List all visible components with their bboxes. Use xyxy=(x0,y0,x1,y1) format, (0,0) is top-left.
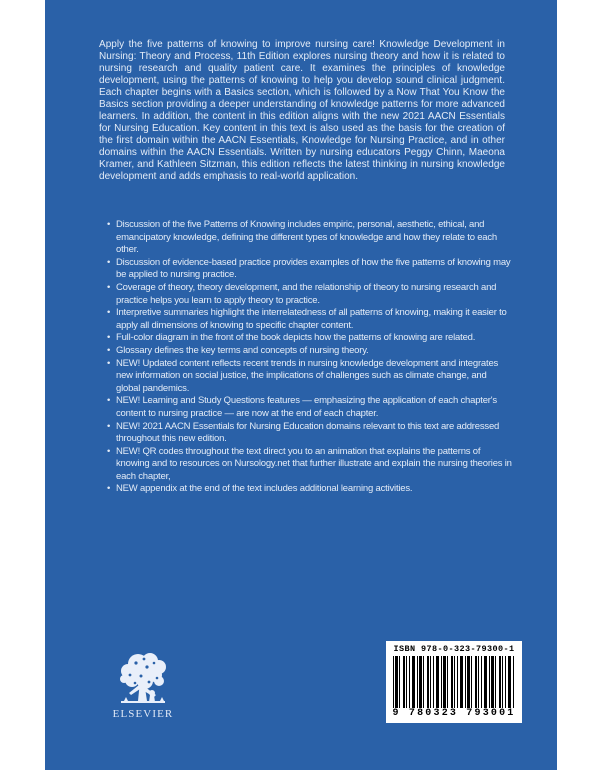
isbn-label: ISBN 978-0-323-79300-1 xyxy=(393,644,515,654)
feature-item: • Interpretive summaries highlight the interrelatedness of all patterns of knowing, making it easier to apply all dimensions of knowing to specific chapter content. xyxy=(107,307,513,332)
barcode-digits: 9 780323 793001 xyxy=(392,708,516,719)
feature-item: • Glossary defines the key terms and concepts of nursing theory. xyxy=(107,345,513,358)
feature-item: • NEW appendix at the end of the text includes additional learning activities. xyxy=(107,483,513,496)
cover-background xyxy=(45,0,557,770)
feature-item: • NEW! Updated content reflects recent trends in nursing knowledge development and integrates new information on social justice, the implications of challenges such as climate change, and global pandemics. xyxy=(107,358,513,396)
book-description: Apply the five patterns of knowing to improve nursing care! Knowledge Development in Nursing: Theory and Process, 11th Edition explores nursing theory and how it is related to nursing research and quality patient care. It examines the principles of knowledge development, using the patterns of knowing to help you develop sound clinical judgment. Each chapter begins with a Basics section, which is followed by a Now That You Know the Basics section providing a deeper understanding of knowledge patterns for more advanced learners. In addition, the content in this edition aligns with the new 2021 AACN Essentials for Nursing Education. Key content in this text is also used as the basis for the creation of the first domain within the AACN Essentials, Knowledge for Nursing Practice, and in other domains within the AACN Essentials. Written by nursing educators Peggy Chinn, Maeona Kramer, and Kathleen Sitzman, this edition reflects the latest thinking in nursing knowledge development and adds emphasis to real-world application. xyxy=(99,39,505,182)
publisher-logo xyxy=(109,651,177,720)
publisher-wordmark: ELSEVIER xyxy=(112,708,174,720)
barcode-bars-icon xyxy=(393,656,515,708)
feature-item: • Full-color diagram in the front of the book depicts how the patterns of knowing are related. xyxy=(107,332,513,345)
feature-list xyxy=(107,219,513,496)
feature-item: • NEW! Learning and Study Questions features — emphasizing the application of each chapter's content to nursing practice — are now at the end of each chapter. xyxy=(107,395,513,420)
feature-item: • Discussion of evidence-based practice provides examples of how the five patterns of knowing may be applied to nursing practice. xyxy=(107,257,513,282)
feature-item: • NEW! 2021 AACN Essentials for Nursing Education domains relevant to this text are addressed throughout this new edition. xyxy=(107,421,513,446)
feature-item: • Discussion of the five Patterns of Knowing includes empiric, personal, aesthetic, ethical, and emancipatory knowledge, defining the different types of knowledge and how they relate to each other. xyxy=(107,219,513,257)
feature-item: • Coverage of theory, theory development, and the relationship of theory to nursing research and practice helps you learn to apply theory to practice. xyxy=(107,282,513,307)
elsevier-tree-icon xyxy=(114,651,172,707)
isbn-barcode xyxy=(386,641,522,723)
feature-item: • NEW! QR codes throughout the text direct you to an animation that explains the patterns of knowing and to resources on Nursology.net that further illustrate and explain the nursing theories in each chapter, xyxy=(107,446,513,484)
